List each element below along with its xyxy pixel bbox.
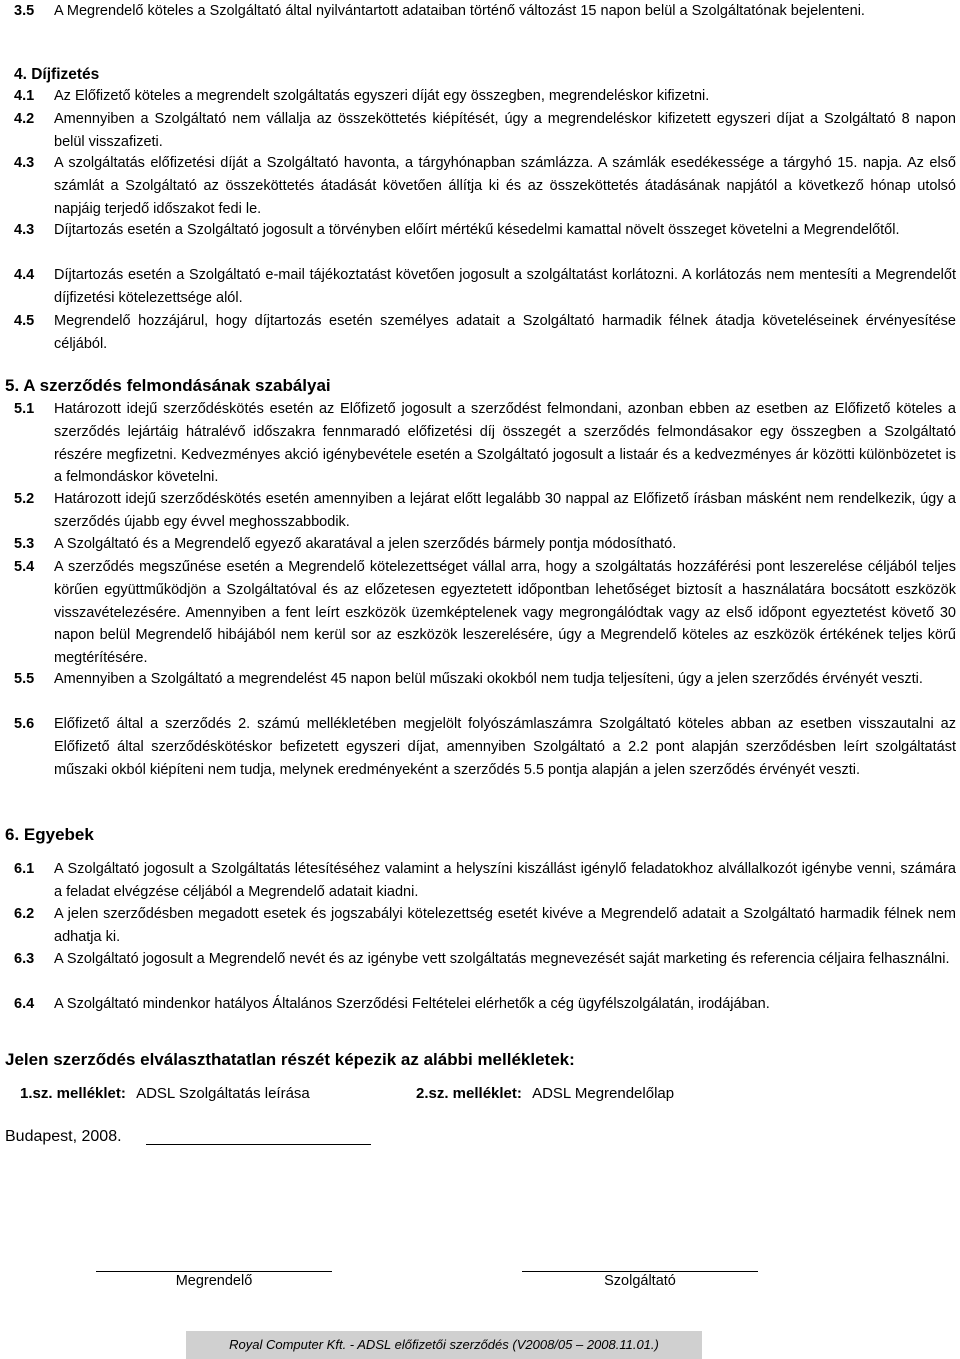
clause-number: 4.1 bbox=[14, 88, 35, 104]
clause-5-3 bbox=[14, 533, 956, 556]
annex-2-label: 2.sz. melléklet: bbox=[416, 1085, 522, 1102]
clause-4-5 bbox=[14, 310, 956, 356]
clause-text: A Szolgáltató jogosult a Megrendelő nevét és az igénybe vett szolgáltatás megnevezését saját marketing és referencia céljaira felhasználni. bbox=[54, 951, 950, 967]
clause-number: 5.4 bbox=[14, 559, 35, 575]
annex-1 bbox=[20, 1085, 310, 1102]
clause-6-1 bbox=[14, 858, 956, 904]
clause-4-4 bbox=[14, 264, 956, 310]
clause-5-1 bbox=[14, 398, 956, 489]
clause-number: 5.1 bbox=[14, 401, 35, 417]
clause-text: Határozott idejű szerződéskötés esetén amennyiben a lejárat előtt legalább 30 nappal az Előfizető írásban másként nem rendelkezik, úgy a szerződés újabb egy évvel meghosszabbodik. bbox=[54, 491, 956, 530]
section-4-title: 4. Díjfizetés bbox=[14, 66, 100, 83]
clause-number: 4.3 bbox=[14, 222, 35, 238]
annex-1-label: 1.sz. melléklet: bbox=[20, 1085, 126, 1102]
clause-text: A jelen szerződésben megadott esetek és jogszabályi kötelezettség esetét kivéve a Megrendelő adatait a Szolgáltató harmadik félnek nem adhatja ki. bbox=[54, 906, 956, 945]
signature-line-right bbox=[522, 1271, 758, 1272]
clause-number: 6.3 bbox=[14, 951, 35, 967]
clause-number: 4.2 bbox=[14, 111, 35, 127]
section-6-title: 6. Egyebek bbox=[5, 825, 94, 844]
clause-text: A szolgáltatás előfizetési díját a Szolgáltató havonta, a tárgyhónapban számlázza. A számlák esedékessége a tárgyhó 15. napja. Az első számlát a Szolgáltató az összeköttetés átadását követően állítja ki és az összeköttetés átadásának napjától a következő hónap utolsó napjáig terjedő időszakot fedi le. bbox=[54, 155, 956, 217]
clause-text: Az Előfizető köteles a megrendelt szolgáltatás egyszeri díját egy összegben, megrendeléskor kifizetni. bbox=[54, 88, 710, 104]
clause-text: Határozott idejű szerződéskötés esetén az Előfizető jogosult a szerződést felmondani, azonban ebben az esetben az Előfizető köteles a szerződés lejártáig hátralévő időszakra fennmaradó előfizetési díj összegét a szerződés felmondásakor egy összegben a Szolgáltató részére megfizetni. Kedvezményes akció igénybevétele esetén a Szolgáltató jogosult a listaár és a kedvezményes ár közötti különbözetet is a felmondáskor követelni. bbox=[54, 401, 956, 486]
clause-6-3 bbox=[14, 948, 956, 971]
clause-text: Megrendelő hozzájárul, hogy díjtartozás esetén személyes adatait a Szolgáltató harmadik félnek átadja követeléseinek érvényesítése céljából. bbox=[54, 313, 956, 352]
clause-4-1 bbox=[14, 85, 956, 108]
clause-5-5 bbox=[14, 668, 956, 691]
clause-text: A Szolgáltató és a Megrendelő egyező akaratával a jelen szerződés bármely pontja módosítható. bbox=[54, 536, 677, 552]
clause-number: 4.3 bbox=[14, 155, 35, 171]
clause-text: Amennyiben a Szolgáltató nem vállalja az összeköttetés kiépítését, úgy a megrendeléskor kifizetett egyszeri díjat a Szolgáltató 8 napon belül visszafizeti. bbox=[54, 111, 956, 150]
footer-text: Royal Computer Kft. - ADSL előfizetői szerződés (V2008/05 – 2008.11.01.) bbox=[229, 1337, 659, 1352]
clause-number: 5.5 bbox=[14, 671, 35, 687]
signature-label-right: Szolgáltató bbox=[604, 1273, 676, 1289]
annex-2 bbox=[416, 1085, 674, 1102]
clause-4-2 bbox=[14, 108, 956, 154]
clause-6-4 bbox=[14, 993, 956, 1016]
clause-number: 3.5 bbox=[14, 3, 35, 19]
annex-title: Jelen szerződés elválaszthatatlan részét képezik az alábbi mellékletek: bbox=[5, 1050, 575, 1069]
clause-text: A szerződés megszűnése esetén a Megrendelő kötelezettséget vállal arra, hogy a szolgáltatás hozzáférési pont leszerelése céljából teljes körűen együttműködjön a Szolgáltatóval és az előzetesen egyeztetett időpontban lehetőséget biztosít a használatára bocsátott eszközök visszavételezésére. Amennyiben a fent leírt eszközök üzemképtelenek vagy megrongálódtak vagy az első időpont egyeztetést követő 30 napon belül Megrendelő hibájából nem kerül sor az eszközök leszerelésére, úgy a Megrendelő köteles az eszközök értékének teljes körű megtérítésére. bbox=[54, 559, 956, 667]
clause-number: 6.2 bbox=[14, 906, 35, 922]
clause-text: Amennyiben a Szolgáltató a megrendelést 45 napon belül műszaki okokból nem tudja teljesíteni, úgy a jelen szerződés érvényét veszti. bbox=[54, 671, 923, 687]
annex-2-value: ADSL Megrendelőlap bbox=[532, 1085, 675, 1102]
clause-number: 5.6 bbox=[14, 716, 35, 732]
clause-number: 6.4 bbox=[14, 996, 35, 1012]
clause-4-3a bbox=[14, 152, 956, 220]
clause-6-2 bbox=[14, 903, 956, 949]
clause-number: 5.2 bbox=[14, 491, 35, 507]
date-underline bbox=[146, 1144, 371, 1145]
clause-text: Díjtartozás esetén a Szolgáltató e-mail tájékoztatást követően jogosult a szolgáltatást korlátozni. A korlátozás nem mentesíti a Megrendelőt díjfizetési kötelezettsége alól. bbox=[54, 267, 956, 306]
clause-5-4 bbox=[14, 556, 956, 670]
clause-text: Előfizető által a szerződés 2. számú mellékletében megjelölt folyószámlaszámra Szolgáltató köteles abban az esetben visszautalni az Előfizető által szerződéskötéskor befizetett egyszeri díjat, amennyiben Szolgáltató a 2.2 pont alapján szerződésben leírt szolgáltatást műszaki okból kiépíteni nem tudja, melynek eredményeként a szerződés 5.5 pontja alapján a jelen szerződés érvényét veszti. bbox=[54, 716, 956, 778]
page-footer bbox=[186, 1331, 702, 1359]
clause-number: 5.3 bbox=[14, 536, 35, 552]
clause-number: 4.4 bbox=[14, 267, 35, 283]
annex-1-value: ADSL Szolgáltatás leírása bbox=[136, 1085, 310, 1102]
clause-text: A Megrendelő köteles a Szolgáltató által nyilvántartott adataiban történő változást 15 napon belül a Szolgáltatónak bejelenteni. bbox=[54, 3, 865, 19]
clause-number: 4.5 bbox=[14, 313, 35, 329]
place-date: Budapest, 2008. bbox=[5, 1128, 122, 1145]
clause-3-5 bbox=[14, 0, 956, 23]
clause-text: Díjtartozás esetén a Szolgáltató jogosult a törvényben előírt mértékű késedelmi kamattal növelt összeget követelni a Megrendelőtől. bbox=[54, 222, 900, 238]
clause-5-6 bbox=[14, 713, 956, 781]
clause-text: A Szolgáltató mindenkor hatályos Általános Szerződési Feltételei elérhetők a cég ügyfélszolgálatán, irodájában. bbox=[54, 996, 770, 1012]
signature-label-left: Megrendelő bbox=[175, 1273, 253, 1289]
clause-number: 6.1 bbox=[14, 861, 35, 877]
section-5-title: 5. A szerződés felmondásának szabályai bbox=[5, 376, 331, 395]
clause-5-2 bbox=[14, 488, 956, 534]
clause-4-3b bbox=[14, 219, 956, 242]
signature-line-left bbox=[96, 1271, 332, 1272]
clause-text: A Szolgáltató jogosult a Szolgáltatás létesítéséhez valamint a helyszíni kiszállást igénylő feladatokhoz alvállalkozót igénybe venni, számára a feladat elvégzése céljából a Megrendelő adatait kiadni. bbox=[54, 861, 956, 900]
